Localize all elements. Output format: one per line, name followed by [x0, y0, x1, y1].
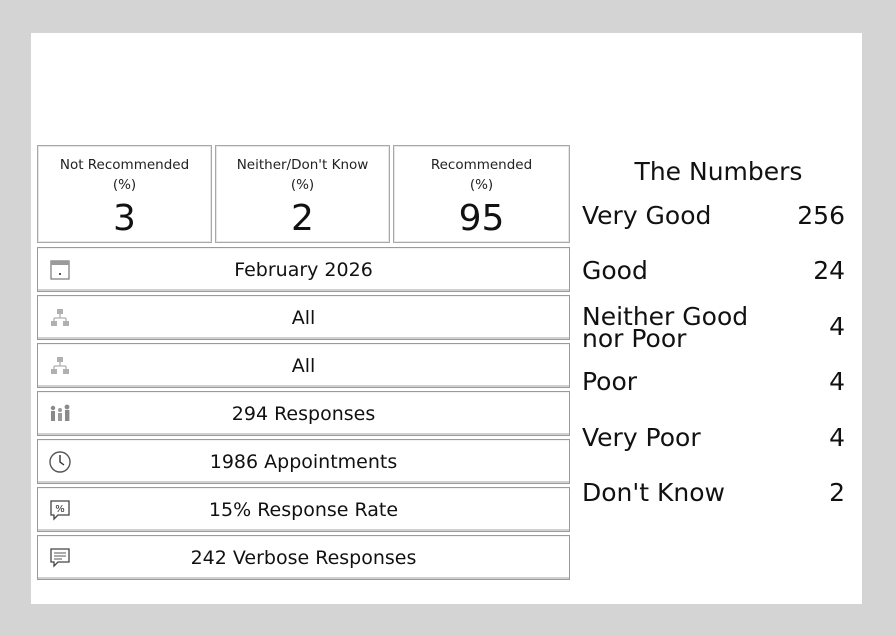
kpi-not-recommended	[37, 145, 212, 243]
verbose-responses-label: 242 Verbose Responses	[190, 546, 417, 569]
numbers-item-count: 4	[829, 423, 845, 452]
response-rate-row	[37, 487, 570, 532]
appointments-label: 1986 Appointments	[209, 450, 398, 473]
dashboard-card	[31, 33, 862, 604]
numbers-item	[582, 478, 845, 530]
site-filter-label: All	[291, 354, 316, 377]
site-filter[interactable]	[37, 343, 570, 388]
date-filter[interactable]	[37, 247, 570, 292]
numbers-item-name: Don't Know	[582, 478, 725, 507]
organisation-filter-label: All	[291, 306, 316, 329]
numbers-item-name: Very Poor	[582, 423, 701, 452]
numbers-item	[582, 256, 845, 308]
kpi-label: Recommended (%)	[430, 157, 533, 193]
responses-row	[37, 391, 570, 436]
numbers-item-name: Very Good	[582, 201, 712, 230]
kpi-value: 2	[291, 198, 314, 239]
kpi-label: Not Recommended (%)	[59, 157, 190, 193]
kpi-value: 3	[113, 198, 136, 239]
numbers-item-name: Good	[582, 256, 648, 285]
numbers-item	[582, 302, 845, 354]
date-filter-label: February 2026	[234, 258, 373, 281]
kpi-value: 95	[458, 198, 505, 239]
numbers-item-count: 24	[813, 256, 845, 285]
numbers-item-name: Neither Good nor Poor	[582, 302, 749, 353]
kpi-label: Neither/Don't Know (%)	[236, 157, 369, 193]
svg-text:%: %	[55, 504, 65, 515]
numbers-item-count: 256	[797, 201, 845, 230]
numbers-title: The Numbers	[634, 157, 803, 186]
numbers-item	[582, 367, 845, 419]
numbers-item	[582, 201, 845, 253]
numbers-item-count: 4	[829, 312, 845, 341]
kpi-recommended	[393, 145, 570, 243]
numbers-item-count: 2	[829, 478, 845, 507]
verbose-responses-row	[37, 535, 570, 580]
organisation-filter[interactable]	[37, 295, 570, 340]
numbers-item	[582, 423, 845, 475]
kpi-neither	[215, 145, 390, 243]
numbers-item-name: Poor	[582, 367, 638, 396]
response-rate-label: 15% Response Rate	[208, 498, 399, 521]
appointments-row	[37, 439, 570, 484]
numbers-item-count: 4	[829, 367, 845, 396]
responses-label: 294 Responses	[231, 402, 376, 425]
